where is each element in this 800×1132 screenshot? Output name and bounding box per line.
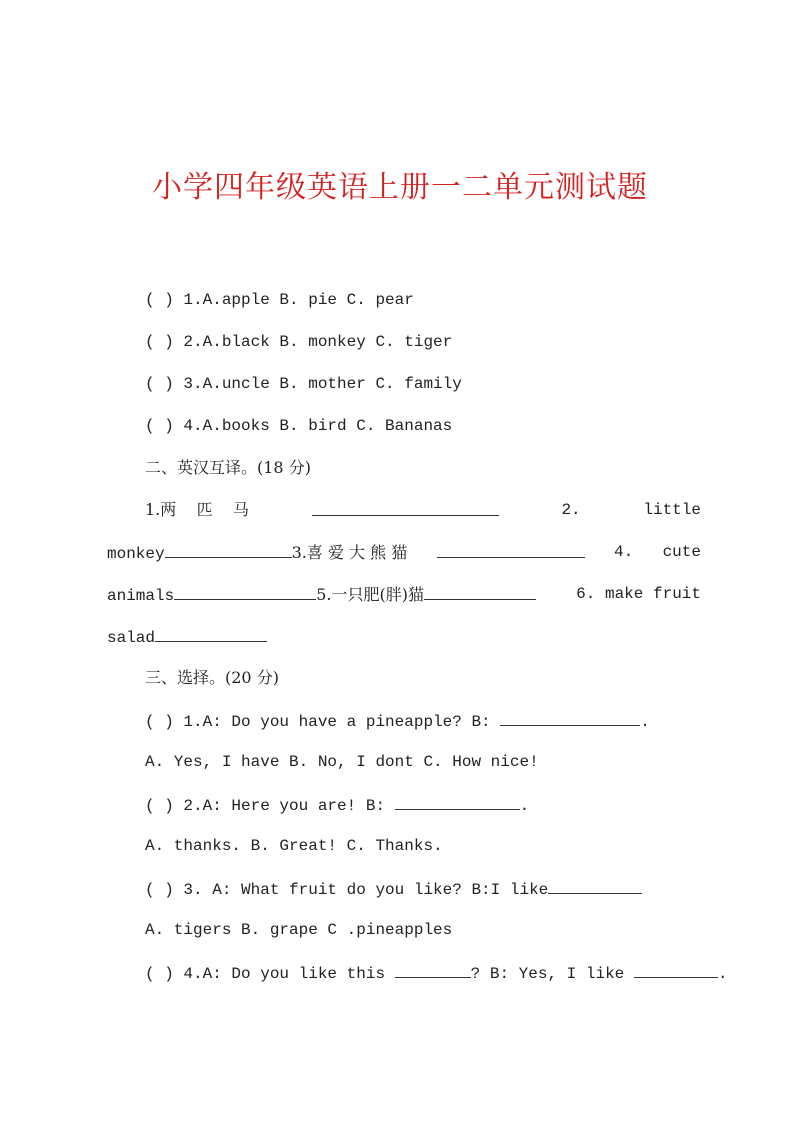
answer-blank-q4b[interactable] <box>634 961 718 978</box>
section3-heading: 三、选择。(20 分) <box>145 668 279 687</box>
section1-item-2: ( ) 2.A.black B. monkey C. tiger <box>145 333 453 351</box>
section1-item-4: ( ) 4.A.books B. bird C. Bananas <box>145 417 453 435</box>
answer-blank-6[interactable] <box>155 625 267 642</box>
page-title: 小学四年级英语上册一二单元测试题 <box>152 170 648 205</box>
translation-item-2-cont: monkey <box>107 545 165 563</box>
translation-item-5-text: 5.一只肥(胖)猫 <box>316 585 424 604</box>
question-4 <box>145 961 728 985</box>
answer-blank-q3[interactable] <box>548 877 642 894</box>
translation-row-2 <box>107 541 701 565</box>
translation-item-6-text: 6. make fruit <box>576 585 701 603</box>
question-2-text: ( ) 2.A: Here you are! B: <box>145 797 386 815</box>
question-3-options: A. tigers B. grape C .pineapples <box>145 921 453 939</box>
translation-row-4 <box>107 625 267 649</box>
translation-item-4-number: 4. <box>613 543 634 561</box>
answer-blank-q1[interactable] <box>500 709 640 726</box>
translation-item-4-cont: animals <box>107 587 175 605</box>
translation-row-3 <box>107 583 701 607</box>
answer-blank-3[interactable] <box>437 541 585 558</box>
section1-item-1: ( ) 1.A.apple B. pie C. pear <box>145 291 414 309</box>
question-4-text-b: ? B: Yes, I like <box>470 965 625 983</box>
answer-blank-4[interactable] <box>174 583 316 600</box>
translation-item-4-text: cute <box>662 543 701 561</box>
question-4-end: . <box>717 965 728 983</box>
translation-row-1 <box>145 499 701 521</box>
question-3 <box>145 877 642 901</box>
answer-blank-1[interactable] <box>312 499 499 516</box>
translation-item-1-text: 1.两 匹 马 <box>145 500 249 519</box>
question-1-end: . <box>640 713 650 731</box>
translation-item-2-text: little <box>643 501 701 519</box>
answer-blank-q2[interactable] <box>395 793 520 810</box>
question-1-options: A. Yes, I have B. No, I dont C. How nice! <box>145 753 539 771</box>
answer-blank-q4a[interactable] <box>395 961 471 978</box>
answer-blank-2[interactable] <box>165 541 292 558</box>
answer-blank-5[interactable] <box>424 583 536 600</box>
section1-item-3: ( ) 3.A.uncle B. mother C. family <box>145 375 462 393</box>
question-4-text-a: ( ) 4.A: Do you like this <box>145 965 386 983</box>
section2-heading: 二、英汉互译。(18 分) <box>145 458 311 477</box>
translation-item-3-text: 3.喜 爱 大 熊 猫 <box>291 543 408 562</box>
question-2 <box>145 793 529 817</box>
translation-item-6-cont: salad <box>107 629 156 647</box>
question-1 <box>145 709 650 733</box>
question-3-text: ( ) 3. A: What fruit do you like? B:I like <box>145 881 549 899</box>
question-2-options: A. thanks. B. Great! C. Thanks. <box>145 837 443 855</box>
question-1-text: ( ) 1.A: Do you have a pineapple? B: <box>145 713 491 731</box>
translation-item-2-number: 2. <box>561 501 581 519</box>
question-2-end: . <box>519 797 530 815</box>
